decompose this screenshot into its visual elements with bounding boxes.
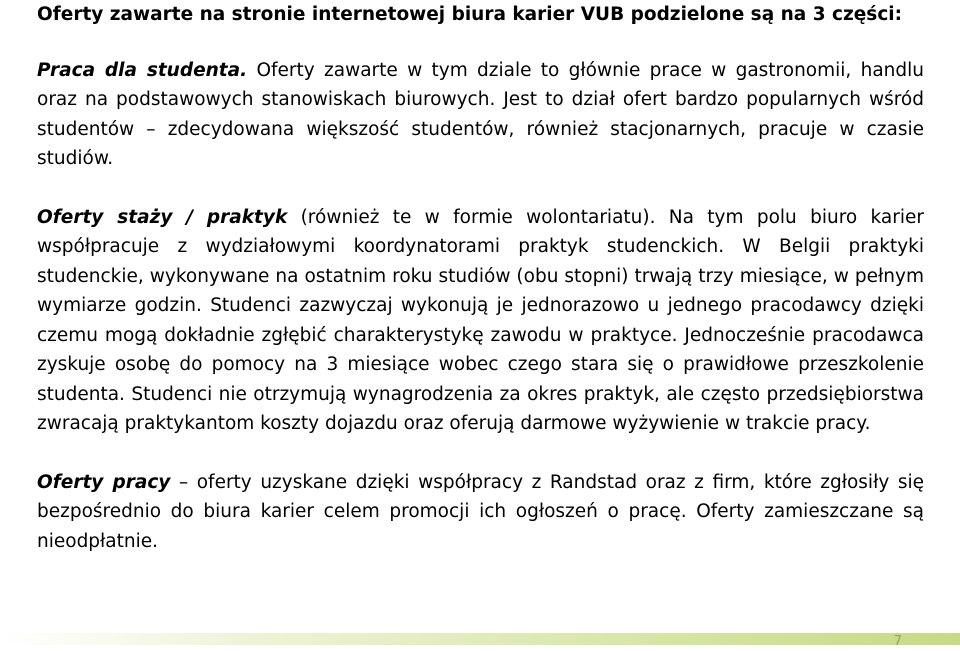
slide-heading: Oferty zawarte na stronie internetowej biura karier VUB podzielone są na 3 części: [37,4,903,25]
section-lead-student-jobs: Praca dla studenta. [37,59,248,81]
section-student-jobs [37,56,924,174]
section-lead-job-offers: Oferty pracy [37,471,171,493]
section-lead-internships: Oferty staży / praktyk [37,206,288,228]
page-number: 7 [893,634,902,649]
section-text-job-offers: – oferty uzyskane dzięki współpracy z Randstad oraz z firm, które zgłosiły się bezpośrednio do biura karier celem promocji ich ogłoszeń o pracę. Oferty zamieszczane są nieodpłatnie. [37,471,924,552]
section-text-student-jobs: Oferty zawarte w tym dziale to głównie prace w gastronomii, handlu oraz na podstawowych stanowiskach biurowych. Jest to dział ofert bardzo popularnych wśród studentów – zdecydowana większość studentów, również stacjonarnych, pracuje w czasie studiów. [37,59,924,169]
slide-content [37,0,924,556]
section-job-offers [37,468,924,557]
section-text-internships: (również te w formie wolontariatu). Na tym polu biuro karier współpracuje z wydziałowymi koordynatorami praktyk studenckich. W Belgii praktyki studenckie, wykonywane na ostatnim roku studiów (obu stopni) trwają trzy miesiące, w pełnym wymiarze godzin. Studenci zazwyczaj wykonują je jednorazowo u jednego pracodawcy dzięki czemu mogą dokładnie zgłębić charakterystykę zawodu w praktyce. Jednocześnie pracodawca zyskuje osobę do pomocy na 3 miesiące wobec czego stara się o prawidłowe przeszkolenie studenta. Studenci nie otrzymują wynagrodzenia za okres praktyk, ale często przedsiębiorstwa zwracają praktykantom koszty dojazdu oraz oferują darmowe wyżywienie w trakcie pracy. [37,206,924,434]
footer-bar [0,633,960,645]
section-internships [37,203,924,439]
